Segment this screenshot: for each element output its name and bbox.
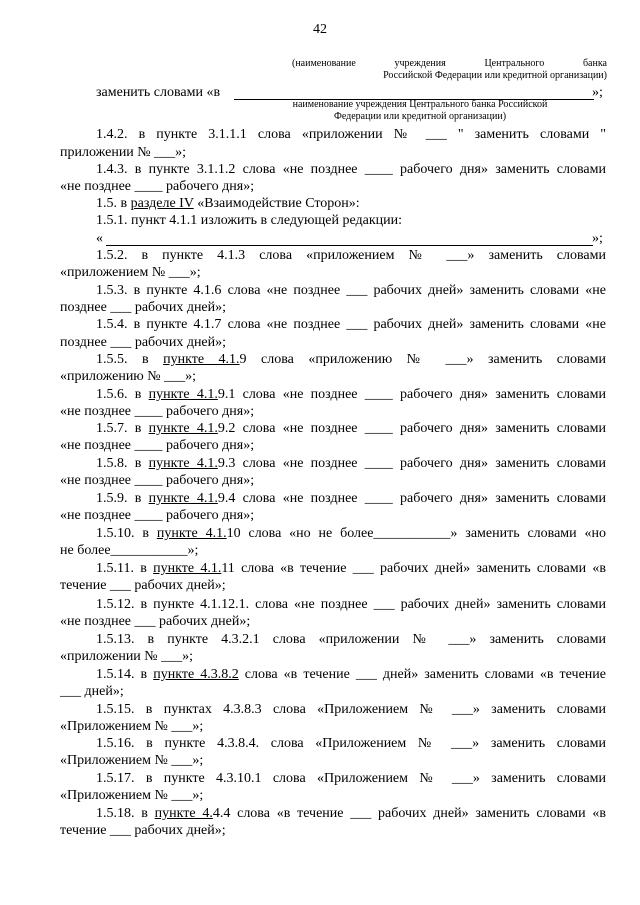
item-1-5-9-line-1 xyxy=(96,490,606,507)
point-4-1-link[interactable]: пункте 4.1. xyxy=(153,561,222,576)
item-1-5-suffix: «Взаимодействие Сторон»: xyxy=(193,196,360,211)
item-1-5-11-line-1 xyxy=(96,560,606,577)
point-4-1-link[interactable]: пункте 4.1. xyxy=(148,421,218,436)
item-1-5-18-line-1 xyxy=(96,805,606,822)
item-1-5-9-suffix: 9.4 слова «не позднее ____ рабочего дня» заменить словами xyxy=(217,491,606,506)
item-1-5-3-line-1: 1.5.3. в пункте 4.1.6 слова «не позднее ___ рабочих дней» заменить словами «не xyxy=(96,283,606,298)
item-1-5-7-suffix: 9.2 слова «не позднее ____ рабочего дня» заменить словами xyxy=(217,421,606,436)
item-1-5-12-line-1: 1.5.12. в пункте 4.1.12.1. слова «не позднее ___ рабочих дней» заменить словами xyxy=(96,597,606,612)
item-1-5-5-suffix: 9 слова «приложению № ___» заменить словами xyxy=(239,352,606,367)
item-1-5-11-prefix: 1.5.11. в xyxy=(96,561,154,576)
item-1-5-13-line-2: «приложении № ___»; xyxy=(60,649,194,664)
replace-words-suffix: »; xyxy=(592,85,603,100)
item-1-4-2-line-1: 1.4.2. в пункте 3.1.1.1 слова «приложении № ___ " заменить словами " xyxy=(96,127,606,142)
item-1-5-6-suffix: 9.1 слова «не позднее ____ рабочего дня» заменить словами xyxy=(217,387,606,402)
item-1-5-prefix: 1.5. в xyxy=(96,196,131,211)
item-1-5-18-line-2: течение ___ рабочих дней»; xyxy=(60,823,226,838)
item-1-5-10-line-1 xyxy=(96,525,606,542)
institution-caption-line-2: Федерации или кредитной организации) xyxy=(333,111,507,122)
item-1-5-12-line-2: «не позднее ___ рабочих дней»; xyxy=(60,614,251,629)
item-1-5-10-prefix: 1.5.10. в xyxy=(96,526,157,541)
institution-caption-line-1: наименование учреждения Центрального банка Российской xyxy=(292,99,548,110)
item-1-5-7-line-1 xyxy=(96,420,606,437)
item-1-5-9-line-2: «не позднее ____ рабочего дня»; xyxy=(60,508,255,523)
item-1-5-1-quote-close: »; xyxy=(592,231,603,246)
item-1-5-6-prefix: 1.5.6. в xyxy=(96,387,149,402)
item-1-5-18-prefix: 1.5.18. в xyxy=(96,806,155,821)
item-1-5-15-line-2: «Приложением № ___»; xyxy=(60,719,204,734)
item-1-5-9-prefix: 1.5.9. в xyxy=(96,491,149,506)
institution-note-line-1: (наименование учреждения Центрального банка xyxy=(292,58,607,69)
item-1-5-14-line-1 xyxy=(96,666,606,683)
item-1-5-2-line-2: «приложением № ___»; xyxy=(60,265,201,280)
item-1-5-14-prefix: 1.5.14. в xyxy=(96,667,154,682)
item-1-4-2-line-2: приложении № ___»; xyxy=(60,145,187,160)
item-1-5-1-line-1: 1.5.1. пункт 4.1.1 изложить в следующей редакции: xyxy=(96,213,402,228)
point-4-1-link[interactable]: пункте 4.1. xyxy=(163,352,240,367)
item-1-5-4-line-1: 1.5.4. в пункте 4.1.7 слова «не позднее ___ рабочих дней» заменить словами «не xyxy=(96,317,606,332)
item-1-5-16-line-2: «Приложением № ___»; xyxy=(60,753,204,768)
item-1-4-3-line-1: 1.4.3. в пункте 3.1.1.2 слова «не позднее ____ рабочего дня» заменить словами xyxy=(96,162,606,177)
item-1-5-2-line-1: 1.5.2. в пункте 4.1.3 слова «приложением № ___» заменить словами xyxy=(96,248,606,263)
point-4-3-8-2-link[interactable]: пункте 4.3.8.2 xyxy=(153,667,239,682)
item-1-5-8-prefix: 1.5.8. в xyxy=(96,456,149,471)
item-1-5-7-prefix: 1.5.7. в xyxy=(96,421,149,436)
item-1-5-8-suffix: 9.3 слова «не позднее ____ рабочего дня» заменить словами xyxy=(217,456,606,471)
item-1-5-14-suffix: слова «в течение ___ дней» заменить словами «в течение xyxy=(238,667,606,682)
item-1-5-11-line-2: течение ___ рабочих дней»; xyxy=(60,578,226,593)
point-4-1-link[interactable]: пункте 4.1. xyxy=(148,387,218,402)
blank-wording-line xyxy=(106,245,593,246)
item-1-5-8-line-2: «не позднее ____ рабочего дня»; xyxy=(60,473,255,488)
item-1-5-1-quote-open: « xyxy=(96,231,103,246)
item-1-5-13-line-1: 1.5.13. в пункте 4.3.2.1 слова «приложении № ___» заменить словами xyxy=(96,632,606,647)
institution-note-line-2: Российской Федерации или кредитной организации) xyxy=(383,70,607,81)
section-iv-link[interactable]: разделе IV xyxy=(130,196,194,211)
item-1-5-16-line-1: 1.5.16. в пункте 4.3.8.4. слова «Приложением № ___» заменить словами xyxy=(96,736,606,751)
item-1-5-6-line-2: «не позднее ____ рабочего дня»; xyxy=(60,404,255,419)
point-4-1-link[interactable]: пункте 4.1. xyxy=(148,491,218,506)
item-1-5-17-line-1: 1.5.17. в пункте 4.3.10.1 слова «Приложением № ___» заменить словами xyxy=(96,771,606,786)
item-1-5-10-suffix: 10 слова «но не более___________» заменить словами «но xyxy=(226,526,606,541)
item-1-4-3-line-2: «не позднее ____ рабочего дня»; xyxy=(60,179,255,194)
point-4-1-link[interactable]: пункте 4.1. xyxy=(156,526,227,541)
item-1-5-10-line-2: не более___________»; xyxy=(60,543,199,558)
item-1-5-15-line-1: 1.5.15. в пунктах 4.3.8.3 слова «Приложением № ___» заменить словами xyxy=(96,702,606,717)
item-1-5-5-line-1 xyxy=(96,351,606,368)
item-1-5-17-line-2: «Приложением № ___»; xyxy=(60,788,204,803)
item-1-5-7-line-2: «не позднее ____ рабочего дня»; xyxy=(60,438,255,453)
point-4-1-link[interactable]: пункте 4.1. xyxy=(148,456,218,471)
item-1-5-11-suffix: 11 слова «в течение ___ рабочих дней» заменить словами «в xyxy=(221,561,606,576)
item-1-5-5-line-2: «приложению № ___»; xyxy=(60,369,197,384)
item-1-5-4-line-2: позднее ___ рабочих дней»; xyxy=(60,335,227,350)
item-1-5-5-prefix: 1.5.5. в xyxy=(96,352,164,367)
page-number: 42 xyxy=(313,22,327,37)
item-1-5-6-line-1 xyxy=(96,386,606,403)
item-1-5-8-line-1 xyxy=(96,455,606,472)
item-1-5-18-suffix: 4.4 слова «в течение ___ рабочих дней» заменить словами «в xyxy=(212,806,606,821)
point-4-link[interactable]: пункте 4. xyxy=(154,806,213,821)
item-1-5 xyxy=(96,195,360,212)
item-1-5-3-line-2: позднее ___ рабочих дней»; xyxy=(60,300,227,315)
replace-words-prefix: заменить словами «в xyxy=(96,85,221,100)
item-1-5-14-line-2: ___ дней»; xyxy=(60,684,124,699)
